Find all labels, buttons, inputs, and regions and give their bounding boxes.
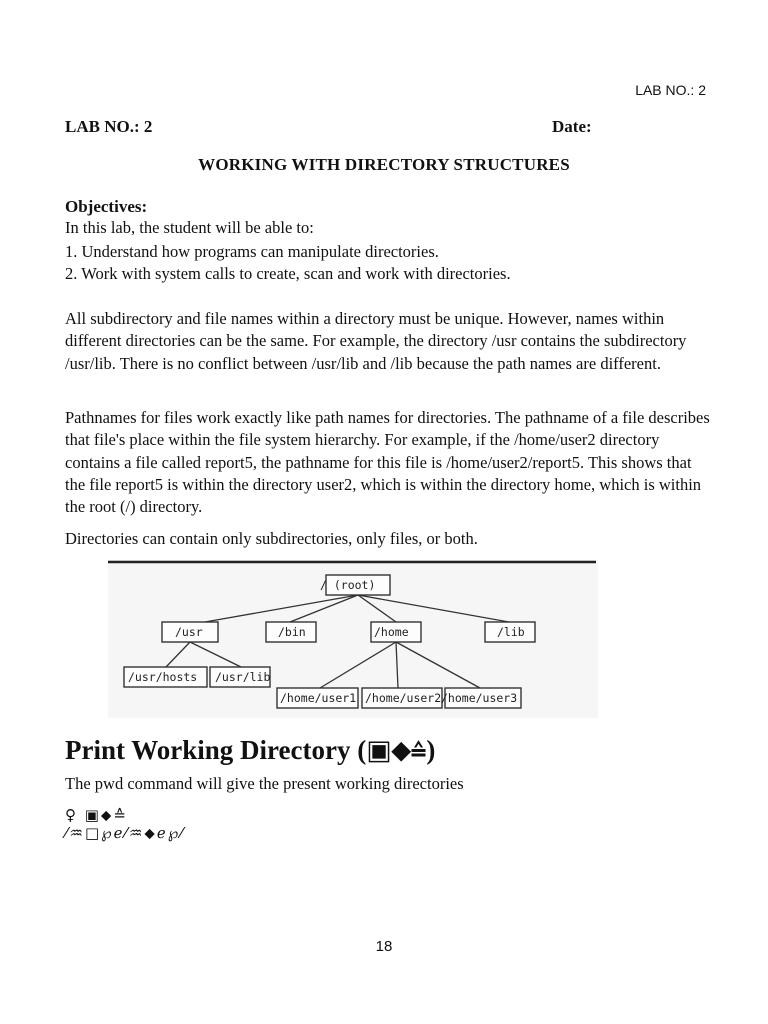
svg-text:/lib: /lib (497, 625, 525, 639)
tree-node-home-user1 (277, 688, 358, 708)
paragraph-directory-contents: Directories can contain only subdirectories, only files, or both. (65, 529, 478, 548)
pwd-command-output: ⁄♒□℘ℯ⁄♒⬥ℯ℘⁄ (65, 824, 185, 842)
tree-edge (205, 595, 358, 622)
tree-edge (166, 642, 190, 667)
objective-item: 2. Work with system calls to create, scan and work with directories. (65, 264, 511, 283)
objectives-heading: Objectives: (65, 197, 148, 216)
tree-node-lib (485, 622, 535, 642)
objective-item: 1. Understand how programs can manipulate directories. (65, 242, 439, 261)
paragraph-unique-names: All subdirectory and file names within a directory must be unique. However, names within different directories can be the same. For example, the directory /usr contains the subdirectory /usr/lib. There is no conflict between /usr/lib and /lib because the path names are different. (65, 309, 687, 373)
directory-tree-figure (108, 560, 598, 718)
paragraph-pathnames: Pathnames for files work exactly like path names for directories. The pathname of a file describes that file's place within the file system hierarchy. For example, if the /home/user2 directory contains a file called report5, the pathname for this file is /home/user2/report5. This shows that the file report5 is within the directory user2, which is within the directory home, which is within the root (/) directory. (65, 408, 710, 517)
tree-edge (396, 642, 480, 688)
svg-text:/usr/lib: /usr/lib (215, 670, 271, 684)
tree-node-root (320, 575, 390, 595)
directory-tree-diagram (108, 560, 598, 718)
svg-text:/ (root): / (root) (320, 578, 376, 592)
tree-edge (358, 595, 509, 622)
tree-node-home (371, 622, 421, 642)
tree-node-home-user3 (441, 688, 521, 708)
svg-text:/home/user1: /home/user1 (280, 691, 357, 705)
svg-text:/bin: /bin (278, 625, 306, 639)
page-title: WORKING WITH DIRECTORY STRUCTURES (198, 155, 570, 174)
tree-edge (320, 642, 396, 688)
tree-node-home-user2 (362, 688, 442, 708)
tree-node-bin (266, 622, 316, 642)
tree-node-usr-hosts (124, 667, 207, 687)
tree-node-usr (162, 622, 218, 642)
svg-text:/home/user3: /home/user3 (441, 691, 518, 705)
tree-edge (190, 642, 241, 667)
lab-number: LAB NO.: 2 (65, 117, 153, 136)
tree-edge (396, 642, 398, 688)
tree-node-usr-lib (210, 667, 270, 687)
tree-edge (290, 595, 358, 622)
running-header: LAB NO.: 2 (635, 82, 706, 98)
pwd-description: The pwd command will give the present working directories (65, 774, 464, 793)
svg-text:/home: /home (374, 625, 409, 639)
objectives-intro: In this lab, the student will be able to: (65, 218, 314, 237)
svg-text:/home/user2: /home/user2 (365, 691, 442, 705)
pwd-command-line: ♀ ▣⬥≙ (65, 806, 128, 824)
date-label: Date: (552, 117, 592, 136)
pwd-section-heading: Print Working Directory (▣⬥≙) (65, 735, 436, 765)
svg-text:/usr/hosts: /usr/hosts (128, 670, 198, 684)
page-number: 18 (375, 938, 393, 955)
svg-text:/usr: /usr (175, 625, 203, 639)
